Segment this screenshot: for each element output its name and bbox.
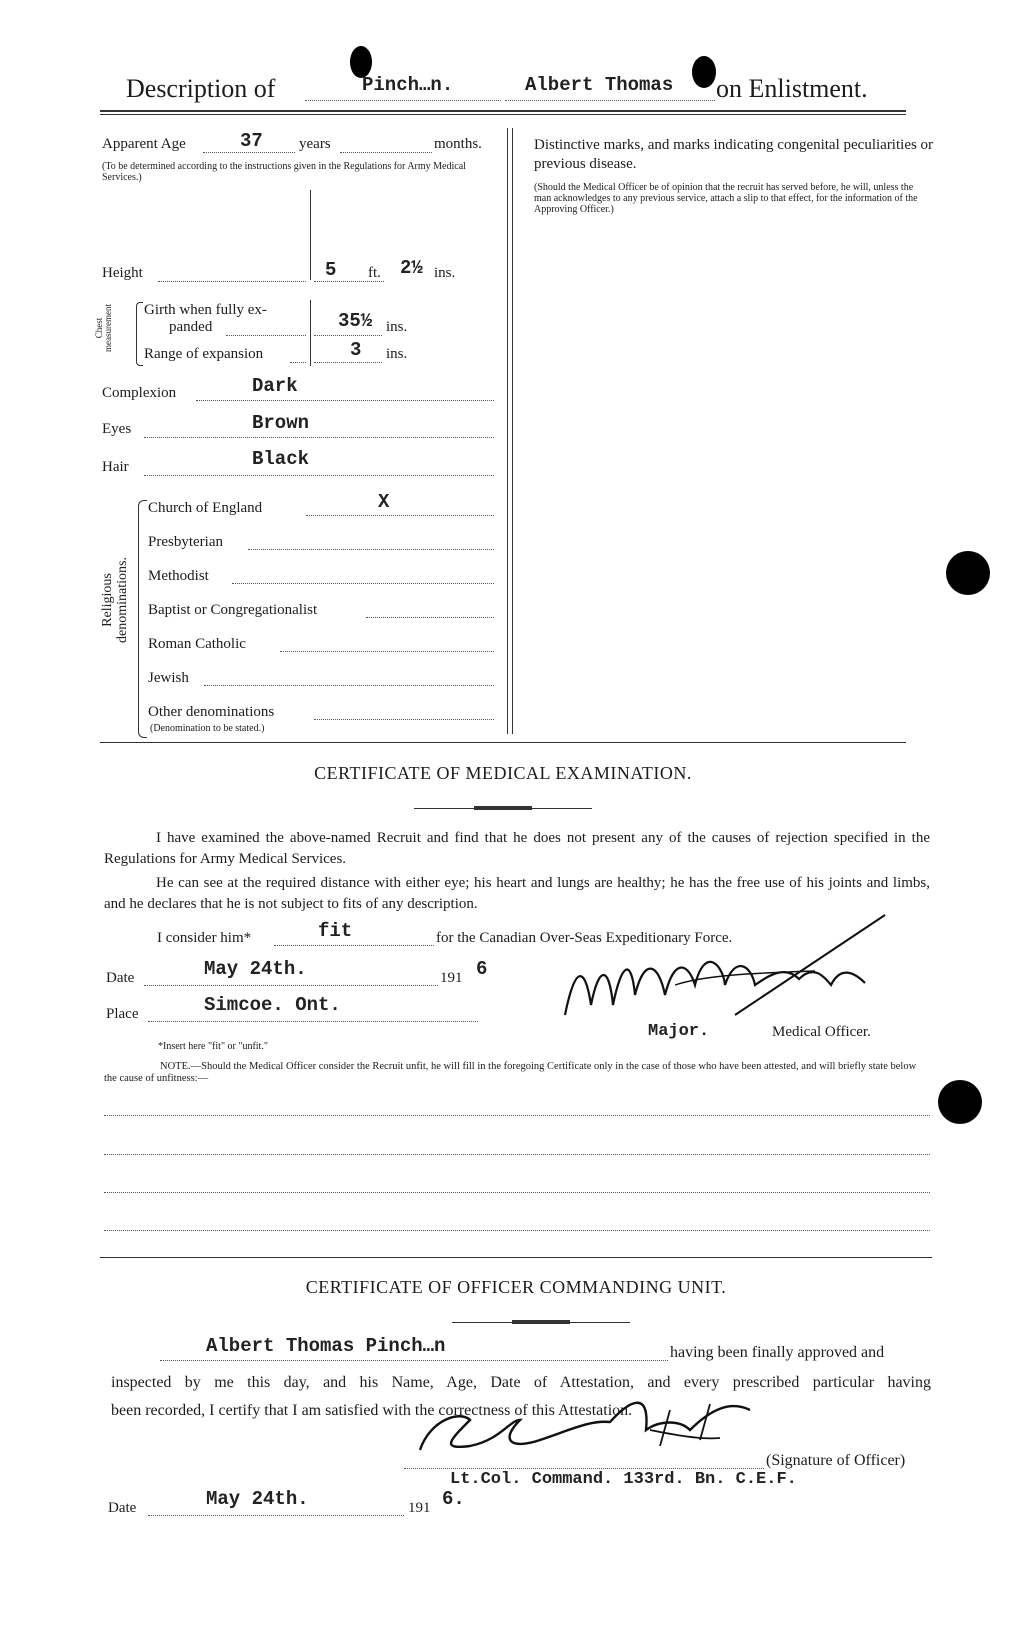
ink-hole-lower xyxy=(938,1080,982,1124)
unfit-line-3 xyxy=(104,1192,930,1193)
recruit-name-line xyxy=(160,1360,668,1361)
ins-label: ins. xyxy=(434,265,456,281)
hair-value: Black xyxy=(252,448,310,470)
commanding-date-label: Date xyxy=(108,1500,137,1516)
age-note: (To be determined according to the instructions given in the Regulations for Army Medical Services.) xyxy=(102,161,466,183)
religion-line xyxy=(248,549,494,550)
chest-bracket xyxy=(310,300,311,366)
ink-blot-left xyxy=(350,46,372,78)
religion-label: Jewish xyxy=(148,670,189,686)
header-rule xyxy=(100,110,906,112)
commanding-line-3: been recorded, I certify that I am satisfied with the correctness of this Attestation. xyxy=(111,1402,633,1419)
unfit-note: NOTE.—Should the Medical Officer consider the Recruit unfit, he will fill in the foregoing Certificate only in the case of those who have been attested, and will briefly state below the cause of unfitness:— xyxy=(104,1061,917,1084)
ink-hole-upper xyxy=(946,551,990,595)
girth-label-2: panded xyxy=(169,319,213,335)
age-value: 37 xyxy=(240,130,263,152)
commanding-line-2: inspected by me this day, and his Name, Age, Date of Attestation, and every prescribed particular having xyxy=(111,1374,931,1391)
column-divider-2 xyxy=(512,128,513,734)
eyes-label: Eyes xyxy=(102,421,132,437)
commanding-title: CERTIFICATE OF OFFICER COMMANDING UNIT. xyxy=(305,1277,727,1297)
commanding-title-underline-bold xyxy=(512,1320,570,1324)
eyes-value: Brown xyxy=(252,412,310,434)
medical-date-label: Date xyxy=(106,970,135,986)
medical-date-value: May 24th. xyxy=(204,958,307,980)
height-ft-value: 5 xyxy=(325,259,337,281)
ink-blot-right xyxy=(692,56,716,88)
months-label: months. xyxy=(434,136,482,152)
range-line xyxy=(314,362,382,363)
medical-officer-signature xyxy=(555,925,895,1025)
signature-line xyxy=(404,1468,764,1469)
consider-prefix: I consider him* xyxy=(157,930,252,946)
hair-label: Hair xyxy=(102,459,129,475)
header-surname: Pinch…n. xyxy=(362,74,454,96)
religion-line xyxy=(366,617,494,618)
apparent-age-label: Apparent Age xyxy=(102,136,186,152)
complexion-label: Complexion xyxy=(102,385,177,401)
medical-place-value: Simcoe. Ont. xyxy=(204,994,341,1016)
height-line xyxy=(158,281,306,282)
signature-label: (Signature of Officer) xyxy=(766,1452,906,1469)
range-label-line xyxy=(290,362,306,363)
religion-line xyxy=(314,719,494,720)
girth-ins-label: ins. xyxy=(386,319,408,335)
distinctive-note: (Should the Medical Officer be of opinion that the recruit has served before, he will, unless the man acknowledges to any previous service, attach a slip to that effect, for the information of the Approving Officer.) xyxy=(534,182,918,215)
height-in-value: 2½ xyxy=(400,257,423,279)
religion-label: Methodist xyxy=(148,568,209,584)
hair-line xyxy=(144,475,494,476)
officer-title-value: Lt.Col. Command. 133rd. Bn. C.E.F. xyxy=(450,1470,797,1489)
unfit-line-2 xyxy=(104,1154,930,1155)
religion-label: Baptist or Congregationalist xyxy=(148,602,318,618)
commanding-year-prefix: 191 xyxy=(408,1500,431,1516)
range-value: 3 xyxy=(350,339,362,361)
religion-line xyxy=(232,583,494,584)
girth-line xyxy=(314,335,382,336)
chest-label: Chest measurement xyxy=(94,304,113,352)
other-denomination-note: (Denomination to be stated.) xyxy=(150,723,265,734)
commanding-officer-signature xyxy=(410,1390,770,1470)
fit-line xyxy=(274,945,434,946)
header-prefix: Description of xyxy=(126,74,276,103)
column-divider xyxy=(507,128,508,734)
ft-label: ft. xyxy=(368,265,381,281)
years-label: years xyxy=(299,136,331,152)
fit-value: fit xyxy=(318,920,353,942)
religion-label: Church of England xyxy=(148,500,263,516)
medical-place-line xyxy=(148,1021,478,1022)
religion-mark: X xyxy=(378,491,390,513)
medical-year-digit: 6 xyxy=(476,958,488,980)
distinctive-heading: Distinctive marks, and marks indicating congenital peculiarities or previous disease. xyxy=(534,137,934,172)
months-line xyxy=(340,152,432,153)
medical-para-2: He can see at the required distance with either eye; his heart and lungs are healthy; he has the free use of his joints and limbs, and he declares that he is not subject to fits of any description. xyxy=(104,875,930,912)
height-label: Height xyxy=(102,265,143,281)
medical-title: CERTIFICATE OF MEDICAL EXAMINATION. xyxy=(314,763,692,783)
medical-officer-label: Medical Officer. xyxy=(772,1024,871,1040)
age-line xyxy=(203,152,295,153)
commanding-date-value: May 24th. xyxy=(206,1488,309,1510)
religions-label: Religious denominations. xyxy=(100,557,130,643)
range-label: Range of expansion xyxy=(144,346,264,362)
complexion-line xyxy=(196,400,494,401)
header-given-line xyxy=(505,100,715,101)
consider-suffix: for the Canadian Over-Seas Expeditionary Force. xyxy=(436,930,733,946)
range-ins-label: ins. xyxy=(386,346,408,362)
girth-label-1: Girth when fully ex- xyxy=(144,302,267,318)
eyes-line xyxy=(144,437,494,438)
medical-date-line xyxy=(144,985,438,986)
medical-rank-value: Major. xyxy=(648,1022,710,1041)
section-rule-top xyxy=(100,742,906,743)
header-given-names: Albert Thomas xyxy=(525,74,674,96)
height-bracket xyxy=(310,190,311,280)
medical-para-1: I have examined the above-named Recruit and find that he does not present any of the causes of rejection specified in the Regulations for Army Medical Services. xyxy=(104,830,930,867)
section-rule-bottom xyxy=(100,1257,932,1258)
medical-title-underline-bold xyxy=(474,806,532,810)
religion-label: Roman Catholic xyxy=(148,636,246,652)
complexion-value: Dark xyxy=(252,375,298,397)
unfit-line-4 xyxy=(104,1230,930,1231)
commanding-year-digit: 6. xyxy=(442,1488,465,1510)
medical-place-label: Place xyxy=(106,1006,139,1022)
religion-line xyxy=(280,651,494,652)
girth-value: 35½ xyxy=(338,310,373,332)
girth-label-line xyxy=(226,335,306,336)
religion-label: Other denominations xyxy=(148,704,275,720)
insert-note: *Insert here "fit" or "unfit." xyxy=(158,1041,268,1052)
commanding-date-line xyxy=(148,1515,404,1516)
header-surname-line xyxy=(305,100,501,101)
religion-label: Presbyterian xyxy=(148,534,223,550)
header-suffix: on Enlistment. xyxy=(716,74,868,103)
religion-line xyxy=(306,515,494,516)
religions-brace xyxy=(138,500,147,738)
chest-brace xyxy=(136,302,143,366)
recruit-name-value: Albert Thomas Pinch…n xyxy=(206,1335,446,1357)
header-rule-thin xyxy=(100,114,906,115)
line1-suffix: having been finally approved and xyxy=(670,1344,885,1361)
medical-year-prefix: 191 xyxy=(440,970,463,986)
unfit-line-1 xyxy=(104,1115,930,1116)
religion-line xyxy=(204,685,494,686)
